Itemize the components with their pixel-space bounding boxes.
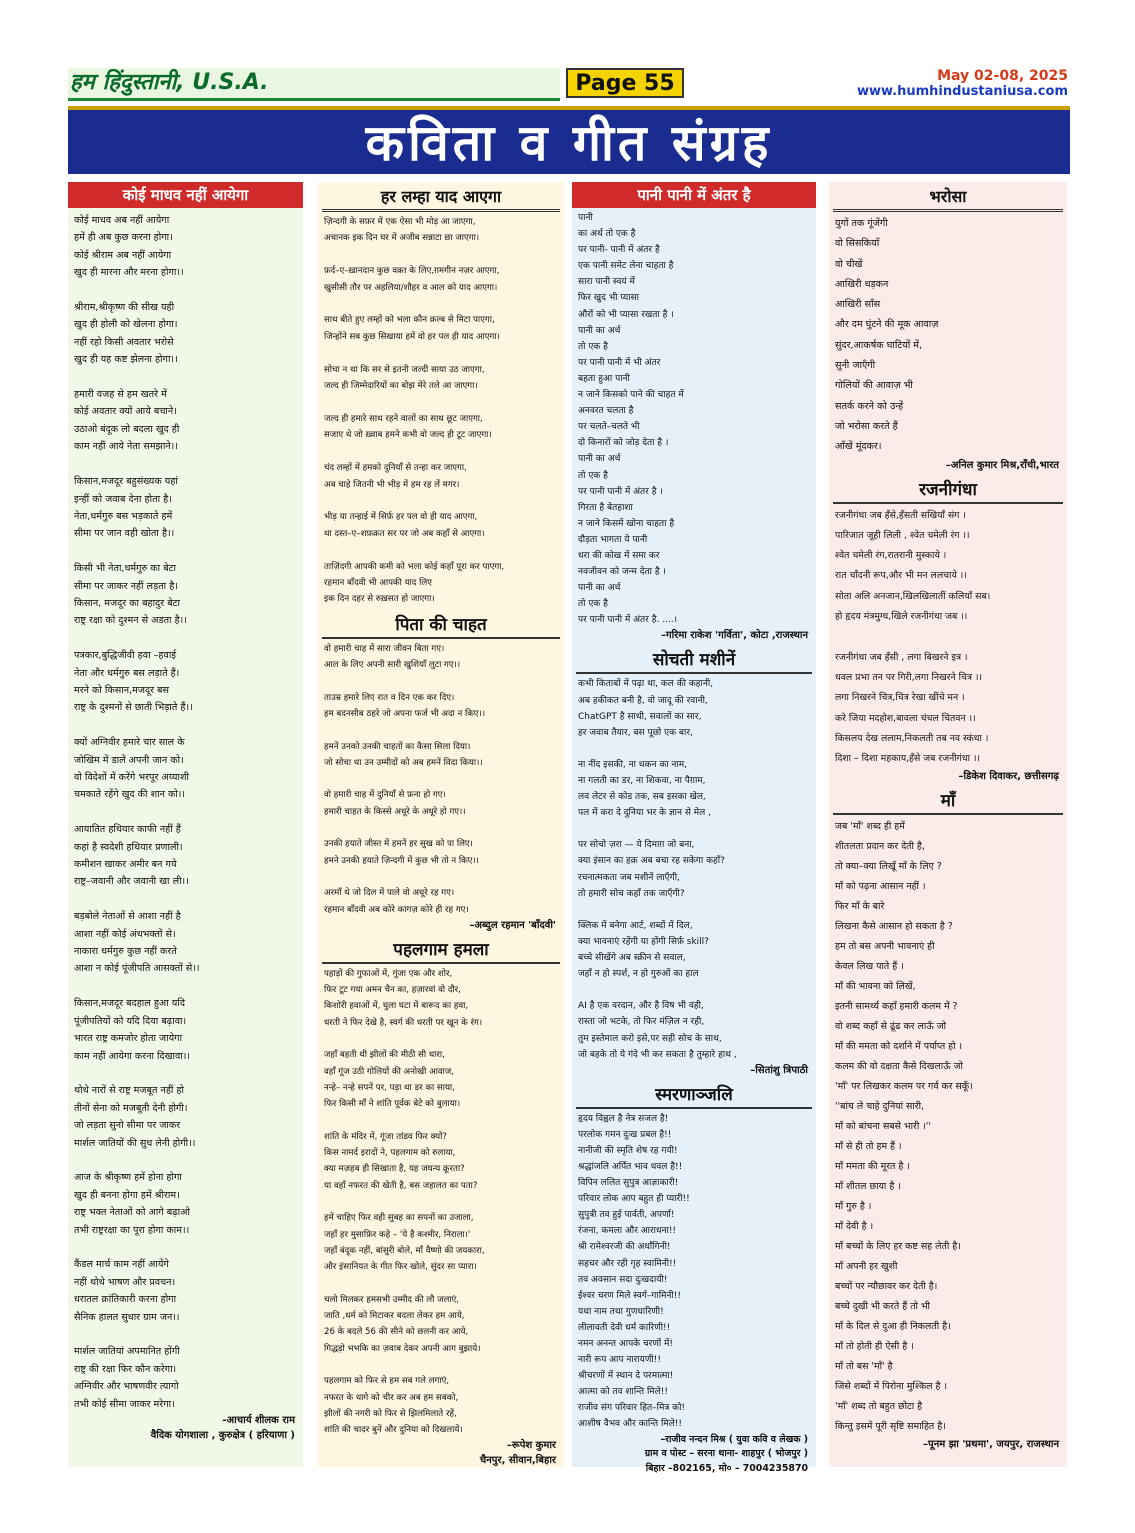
poem-body: वो हमारी चाह में सारा जीवन बिता गए। आल के लिए अपनी सारी खुशियाँ लुटा गए।। ताउम्र हमारे लिए रात व दिन एक कर दिए। हम बदनसीब ठहरे जो अपना फर्ज भी अदा न किए।। हमनें उनको उनकी चाहतों का कैसा सिला दिया। जो सोचा था उन उम्मीदों को अब हमनें विदा किया।। वो हमारी चाह में दुनियाँ से फ़ना हो गए। हमारी चाहत के किस्से अधूरे के अधूरे हो गए।। उनकी हयाते जीस्त में हमनें हर सुख को पा लिए। हमने उनकी हयाते ज़िन्दगी में कुछ भी तो न किए।। अरमाँ थे जो दिल में पाले वो अधूरे रह गए। रहमान बाँदवी अब कोरे कागज़ कोरे ही रह गए। (324, 643, 486, 915)
publication-name: हम हिंदुस्तानी, U.S.A. (68, 68, 560, 101)
poem-title: सोचती मशीनें (576, 645, 812, 674)
issue-date: May 02-08, 2025 (937, 68, 1068, 84)
masthead (68, 68, 1068, 102)
website-link[interactable]: www.humhindustaniusa.com (856, 84, 1068, 99)
poem-body: युगों तक गूंजेंगी वो सिसकियाँ वो चीखें आखिरी धड़कन आखिरी साँस और दम घुंटने की मूक आवाज़ सुंदर,आकर्षक घाटियों में, सुनी जाएँगी गोलियों की आवाज़ भी सतर्क करने को उन्हें जो भरोसा करते हैं आँखें मूंदकर। (835, 218, 939, 453)
poem-title: स्मरणाञ्जलि (576, 1080, 812, 1109)
column-2 (318, 182, 564, 1467)
poem-title: पानी पानी में अंतर है (572, 182, 816, 208)
poem-body: ज़िन्दगी के सफ़र में एक ऐसा भी मोड़ आ जाएगा, अचानक इक दिन घर में अजीब सन्नाटा छा जाएगा। फ़र्द–ए–ख़ानदान कुछ वक़्त के लिए,ग़मगीन नज़र आएगा, खुसीसी तौर पर अहलिया/शौहर व आल को याद आएगा। साथ बीते हुए लम्हों को भला कौन क़ल्ब से मिटा पाएगा, जिन्होंने सब कुछ सिखाया हमें वो हर पल ही याद आएगा। सोचा न था कि सर से इतनी जल्दी साया उठ जाएगा, जल्द ही जिम्मेदारियों का बोझ मेरे तले आ जाएगा। जल्द ही हमारे साथ रहने वालों का साथ छूट जाएगा, सजाए थे जो ख़्वाब हमने कभी वो जल्द ही टूट जाएगा। चंद लम्हों में हमको दुनियाँ से तन्हा कर जाएगा, अब चाहे जितनी भी भीड़ में हम रह लें मगर। भीड़ या तन्हाई में सिर्फ़ हर पल वो ही याद आएगा, था दस्त–ए–शफ़क़त सर पर जो अब कहाँ से आएगा। ताज़िंदगी आपकी कमी को भला कोई कहाँ पूरा कर पाएगा, रहमान बाँदवी भी आपकी याद लिए इक दिन दहर से रुख़सत हो जाएगा। (324, 217, 505, 605)
poem-author: –सितांशु त्रिपाठी (750, 1064, 808, 1076)
section-banner: कविता व गीत संग्रह (68, 106, 1070, 174)
poem-title: भरोसा (833, 184, 1063, 212)
poem-title: माँ (833, 786, 1063, 815)
poem-body: पानी का अर्थ तो एक है पर पानी- पानी में अंतर है एक पानी समेट लेना चाहता है सारा पानी स्वयं में फिर खुद भी प्यासा औरों को भी प्यासा रखता है । पानी का अर्थ तो एक है पर पानी पानी में भी अंतर बहता हुआ पानी न जाने किसको पाने की चाहत में अनवरत चलता है पर चलते–चलते भी दो किनारों को जोड़ देता है । पानी का अर्थ तो एक है पर पानी पानी में अंतर है । गिरता है बेतहाशा न जाने किसमें खोना चाहता है दौड़ता भागता ये पानी धरा की कोख में समा कर नवजीवन को जन्म देता है । पानी का अर्थ तो एक है पर पानी पानी में अंतर है. ....। (578, 213, 684, 626)
poem-author: –राजीव नन्दन मिश्र ( युवा कवि व लेखक ) ग्राम व पोस्ट – सरना थाना- शाहपुर ( भोजपुर ) बिहार –802165, मो० – 7004235870 (644, 1433, 808, 1474)
column-3 (572, 182, 816, 1474)
poem-body: रजनीगंधा जब हँसे,हँसती सखियाँ संग । पारिजात जूही लिली , श्वेत चमेली रंग ।। श्वेत चमेली रंग,रातरानी मुस्काये । रात चाँदनी रूप,और भी मन ललचाये ।। सोता अलि अनजान,खिलखिलातीं कलियाँ सब। हो हृदय मंत्रमुग्ध,खिले रजनीगंधा जब ।। रजनीगंधा जब हँसी , लगा बिखरने इत्र । धवल प्रभा तन पर गिरी,लगा निखरने चित्र ।। लगा निखरने चित्र,चित्र रेखा खींचे मन । करे जिया मदहोश,बावला चंचल चितवन ।। किसलय देख ललाम,निकलती तब नव स्कंधा । दिशा – दिशा महकाय,हँसे जब रजनीगंधा ।। (835, 509, 991, 765)
poem-author: –अनिल कुमार मिश्र,राँची,भारत (945, 459, 1059, 471)
poem-title: कोई माधव नहीं आयेगा (68, 182, 303, 208)
poem-title: रजनीगंधा (833, 475, 1063, 504)
poem-title: पहलगाम हमला (322, 935, 560, 964)
poem-body: पहाड़ों की गुफाओं में, गूंजा एक और शोर, फिर टूट गया अमन चैन का, हज़ारवां वो दौर, किशोरी हवाओं में, घुला घटा में बारूद का हवा, धरती ने फिर देखे है, स्वर्ग की धरती पर खून के रंग। जहाँ बहती थी झीलों की मीठी सी धारा, वहाँ गूंज उठी गोलियों की अनोखी आवाज, नन्हे– नन्हे सपनें पर, पड़ा था डर का साया, फिर किसी माँ ने शांति पूर्वक बेटे को बुलाया। शांति के मंदिर में, गूंजा तांडव फिर क्यों? किस नामर्द इरादों ने, पहलगाम को रुलाया, क्या मज़हब ही सिखाता है, यह जघन्य क्रूरता? या वहाँ नफरत की खेती है, बस जहालत का पता? हमें चाहिए फिर वही सुबह का सपनों का उजाला, जहाँ हर मुसाफ़िर कहे – 'ये है कश्मीर, निराला।' जहाँ बंदूक नहीं, बांसुरी बोले, माँ वैष्णो की जयकारा, और इंसानियत के गीत फिर खोले, सुंदर सा प्यारा। चलो मिलकर हमसभी उम्मीद की लौ जलाएं, जाति ,धर्म को मिटाकर बदला लेकर हम आये, 26 के बदले 56 की सीने को छलनी कर आये, गिद्धड़ो भभकि का ज़वाब देकर अपनी आग बुझाये। पहलगाम को फिर से हम सब गले लगाएं, नफरत के धागे को चीर कर अब हम सबको, झीलों की नगरी को फिर से झिलमिलाते रहें, शांति की चादर बुनें और दुनिया को दिखलायें। (324, 968, 485, 1436)
poem-author: –डिकेश दिवाकर, छत्तीसगढ़ (958, 771, 1059, 783)
poem-author: –रूपेश कुमार चैनपुर, सीवान,बिहार (479, 1440, 556, 1467)
poem-body: कभी किताबों में पढ़ा था, कल की कहानी, अब हकीकत बनी है, वो जादू की रवानी, ChatGPT है साथी, सवालों का सार, हर जवाब तैयार, बस पूछो एक बार, ना नींद इसकी, ना थकन का नाम, ना गलती का डर, ना शिकवा, ना पैग़ाम, लव लेटर से कोड तक, सब इसका खेल, पल में करा दे दुनिया भर के ज्ञान से मेल , पर सोचो ज़रा — ये दिमाग़ जो बना, क्या इंसान का हक़ अब बचा रह सकेगा कहाँ? रचनात्मकता जब मशीनें लाएँगी, तो हमारी सोच कहाँ तक जाएँगी? क्लिक में बनेगा आर्ट, शब्दों में दिल, क्या भावनाएं रहेंगी या होंगी सिर्फ़ skill? बच्चे सीखेंगे अब स्क्रीन से सवाल, जहाँ न हो स्पर्श, न हो गुरुओं का हाल AI है एक वरदान, और है विष भी वही, रास्ता जो भटके, तो फिर मंज़िल न रही, तुम इस्तेमाल करो इसे,पर सही सोच के साथ, जो बहके तो ये गंदे भी कर सकता है तुम्हारे हाथ , (578, 679, 737, 1060)
poem-author: –गरिमा राकेश 'गर्विता', कोटा ,राजस्थान (661, 630, 808, 642)
poem-author: –अब्दुल रहमान 'बाँदवी' (469, 919, 556, 931)
poem-title: पिता की चाहत (322, 610, 560, 639)
poem-title: हर लम्हा याद आएगा (322, 184, 560, 212)
poem-author: –पूनम झा 'प्रथमा', जयपुर, राजस्थान (923, 1439, 1059, 1451)
poem-author: -आचार्य शीलक राम वैदिक योगशाला , कुरुक्षेत्र ( हरियाणा ) (150, 1415, 295, 1442)
poem-body: कोई माधव अब नहीं आयेगा हमें ही अब कुछ करना होगा। कोई श्रीराम अब नहीं आयेगा खुद ही मारना और मरना होगा।। श्रीराम,श्रीकृष्ण की सीख यही खुद ही होली को खेलना होगा। नहीं रहो किसी अवतार भरोसे खुद ही यह कष्ट झेलना होगा।। हमारी वजह से हम खतरे में कोई अवतार क्यों आये बचाने। उठाओ बंदूक लो बदला खुद ही काम नहीं आये नेता समझाने।। किसान,मजदूर बहुसंख्यक यहां इन्हीं को जवाब देना होता है। नेता,धर्मगुरु बस भड़काते हमें सीमा पर जान वही खोता है।। किसी भी नेता,धर्मगुरु का बेटा सीमा पर जाकर नहीं लड़ता है। किसान, मजदूर का बहादुर बेटा राष्ट्र रक्षा को दुश्मन से अडता है।। पत्रकार,बुद्धिजीवी हवा –हवाई नेता और धर्मगुरु बस लड़ाते हैं। मरने को किसान,मजदूर बस राष्ट्र के दुश्मनों से छाती भिड़ाते हैं।। क्यों अग्निवीर हमारे चार साल के जोखिम में डालें अपनी जान को। वो विदेशों में करेंगे भरपूर अय्याशी चमकाते रहेंगे खुद की शान को।। आयातित हथियार काफी नहीं हैं कहां है स्वदेशी हथियार प्रणाली। कमीशन खाकर अमीर बन गये राष्ट्र–जवानी और जवानी खा ली।। बड़बोले नेताओं से आशा नहीं है आशा नहीं कोई अंधभक्तों से। नाकारा धर्मगुरु कुछ नहीं करते आशा न कोई पूंजीपति आसक्तों से।। किसान,मजदूर बदहाल हुआ यदि पूंजीपतियों को यदि दिया बढ़ावा। भारत राष्ट्र कमजोर होता जायेगा काम नहीं आयेगा करना दिखावा।। थोथे नारों से राष्ट्र मजबूत नहीं हो तीनों सेना को मजबूती देनी होगी। जो लड़ता सुनो सीमा पर जाकर मार्शल जातियों की सुध लेनी होगी।। आज के श्रीकृष्ण हमें होना होगा खुद ही बनना होगा हमें श्रीराम। राष्ट्र भक्त नेताओं को आगे बढ़ाओ तभी राष्ट्ररक्षा का पूरा होगा काम।। कैंडल मार्च काम नहीं आयेंगे नहीं थोथे भाषण और प्रवचन। धरातल क्रांतिकारी करना होगा सैनिक हालत सुधार ग्राम जन।। मार्शल जातियां अपमानित होंगी राष्ट्र की रक्षा फिर कौन करेगा। अग्निवीर और भाषणवीर त्यागो तभी कोई सीमा जाकर मरेगा। (74, 215, 200, 1410)
page-number: Page 55 (566, 68, 684, 98)
poem-body: जब 'माँ' शब्द ही हमें शीतलता प्रदान कर देती है, तो क्या–क्या लिखूँ माँ के लिए ? माँ को पढ़ना आसान नहीं । फिर माँ के बारे लिखना कैसे आसान हो सकता है ? हम तो बस अपनी भावनाएं ही केवल लिख पाते हैं । माँ की भावना को लिखें, इतनी सामर्थ्य कहाँ हमारी कलम में ? वो शब्द कहाँ से ढूंढ कर लाऊँ जो माँ की ममता को दर्शाने में पर्याप्त हो । कलम की वो दक्षता कैसे दिखलाऊँ जो 'माँ' पर लिखकर कलम पर गर्व कर सकूँ। ''बांच ले चाहे दुनियां सारी, माँ को बांचना सबसे भारी ।'' माँ से ही तो हम हैं । माँ ममता की मूरत है । माँ शीतल छाया है । माँ गुरु है । माँ देवी है । माँ बच्चों के लिए हर कष्ट सह लेती है। माँ अपनी हर खुशी बच्चों पर न्यौछावर कर देती है। बच्चे दुखी भी करते हैं तो भी माँ के दिल से दुआ ही निकलती है। माँ तो होती ही ऐसी है । माँ तो बस 'माँ' है जिसे शब्दों में पिरोना मुश्किल है । 'माँ' शब्द तो बहुत छोटा है किन्तु इसमें पूरी सृष्टि समाहित है। (835, 821, 973, 1433)
column-1 (68, 182, 303, 1467)
poem-body: हृदय विह्वल है नेत्र सजल है! परलोक गमन दुःख प्रबल है!! नानीजी की स्मृति शेष रह गयी! श्रद्धांजलि अर्पित भाव धवल है!! विपिन ललित सुपुत्र आज्ञाकारी! परिवार लोक आप बहुत ही प्यारी!! सुपुत्री तव हुई पार्वती, अपर्णा! रंजना, कमला और आराधना!! श्री रामेश्वरजी की अर्धांगिनी! सहचर और रही गृह स्वामिनी!! तव अवसान सदा दुःखदायी! ईश्वर चरण मिले स्वर्ग–गामिनी!! यथा नाम तथा गुणधारिणी! लीलावती देवी धर्म कारिणी!! नमन अनन्त आपके चरणों में! नारी रूप आप नारायणी!! श्रीचरणों में स्थान दे परमात्मा! आत्मा को तव शान्ति मिले!! राजीव संग परिवार हित–मित्र को! आशीष वैभव और कान्ति मिले!! (578, 1113, 690, 1430)
column-4 (829, 182, 1067, 1467)
